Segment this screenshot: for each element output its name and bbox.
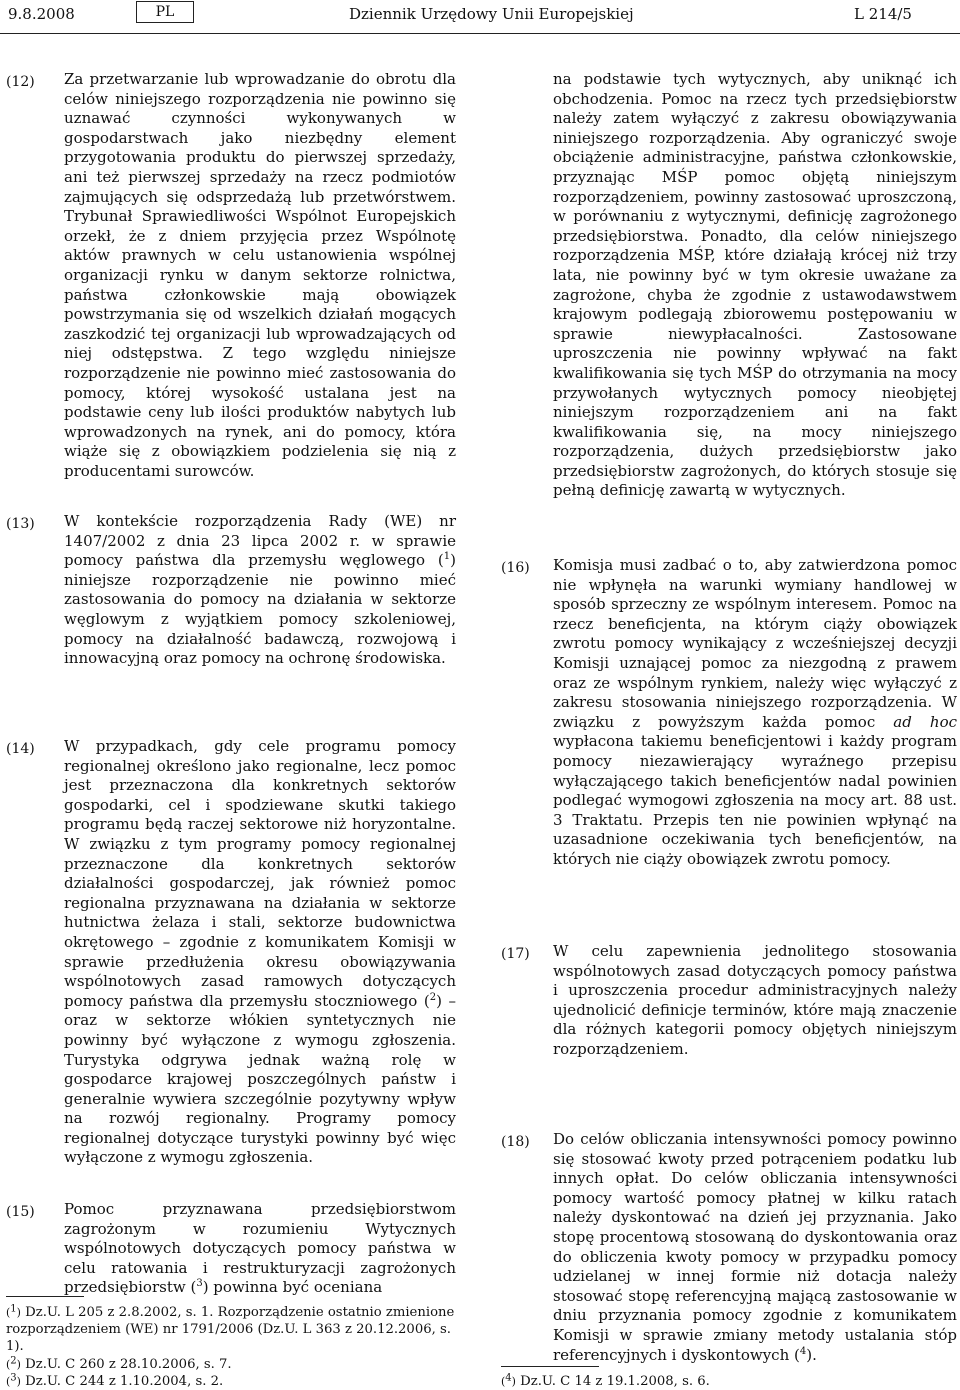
header-date: 9.8.2008 xyxy=(8,5,75,23)
footnote-3: ($^3$) Dz.U. C 244 z 1.10.2004, s. 2. xyxy=(6,1372,224,1389)
footnote-ref-3[interactable]: 3 xyxy=(196,1278,203,1290)
recital-17-number: (17) xyxy=(501,946,530,962)
footnote-ref-4[interactable]: 4 xyxy=(799,1345,807,1357)
recital-14-text: W przypadkach, gdy cele programu pomocy regionalnej określono jako regionalne, lecz pomoc jest przeznaczona dla konkretnych sektorów gospodarki, cel i spodziewane skutki takiego programu będą raczej sektorowe niż horyzontalne. W związku z tym programy pomocy regionalnej przeznaczone dla konkretnych sektorów działalności gospodarczej, jak również pomoc regionalna przyznawana na działania w sektorze hutnictwa żelaza i stali, sektorze budownictwa okrętowego – zgodnie z komunikatem Komisji w sprawie przedłużenia okresu obowiązywania wspólnotowych zasad ramowych dotyczących pomocy państwa dla przemysłu stoczniowego ($^2$) – oraz w sektorze włókien syntetycznych nie powinny być wyłączone z wymogu zgłoszenia. Turystyka odgrywa jednak ważną rolę w gospodarce krajowej poszczególnych państw i generalnie wywiera szczególnie pozytywny wpływ na rozwój regionalny. Programy pomocy regionalnej dotyczące turystyki powinny być więc wyłączone z wymogu zgłoszenia. xyxy=(64,737,456,1167)
header-rule xyxy=(0,33,960,34)
recital-18-text: Do celów obliczania intensywności pomocy powinno się stosować kwoty przed potrąceniem podatku lub innych opłat. Do celów obliczania intensywności pomocy wartość pomocy płatnej w kilku ratach należy dyskontować na dzień jej przyznania. Jako stopę procentową stosowaną do dyskontowania oraz do obliczenia kwoty pomocy w przypadku pomocy udzielanej w innej formie niż dotacja należy stosować stopę referencyjną mającą zastosowanie w dniu przyznania pomocy zgodnie z komunikatem Komisji w sprawie zmiany metody ustalania stóp referencyjnych i dyskontowych ($^4$). xyxy=(553,1130,957,1364)
footnote-1: ($^1$) Dz.U. L 205 z 2.8.2002, s. 1. Rozporządzenie ostatnio zmienione rozporządzeniem (WE) nr 1791/2006 (Dz.U. L 363 z 20.12.2006, s. 1). xyxy=(6,1303,455,1354)
recital-16-number: (16) xyxy=(501,560,530,576)
footnote-rule-right xyxy=(501,1366,599,1367)
recital-15-continuation: na podstawie tych wytycznych, aby uniknąć ich obchodzenia. Pomoc na rzecz tych przedsiębiorstw należy zatem wyłączyć z zakresu obowiązywania niniejszego rozporządzenia. Aby ograniczyć swoje obciążenie administracyjne, państwa członkowskie, przyznając MŚP pomoc objętą niniejszym rozporządzeniem, powinny zastosować uproszczoną, w porównaniu z wytycznymi, definicję zagrożonego przedsiębiorstwa. Ponadto, dla celów niniejszego rozporządzenia MŚP, które działają krócej niż trzy lata, nie powinny być w tym okresie uważane za zagrożone, chyba że zgodnie z ustawodawstwem krajowym podlegają zbiorowemu postępowaniu w sprawie niewypłacalności. Zastosowane uproszczenia nie powinny wpływać na fakt kwalifikowania się tych MŚP do otrzymania na mocy przywołanych wytycznych pomocy nieobjętej niniejszym rozporządzeniem ani na fakt kwalifikowania się, na mocy niniejszego rozporządzenia, dużych przedsiębiorstw jako przedsiębiorstw zagrożonych, do których stosuje się pełną definicję zawartą w wytycznych. xyxy=(553,70,957,500)
footnote-4: ($^4$) Dz.U. C 14 z 19.1.2008, s. 6. xyxy=(501,1372,710,1389)
recital-12-number: (12) xyxy=(6,74,35,90)
recital-18-number: (18) xyxy=(501,1134,530,1150)
footnote-rule-left xyxy=(6,1296,84,1297)
footnote-ref-2[interactable]: 2 xyxy=(429,991,437,1003)
recital-14-number: (14) xyxy=(6,741,35,757)
journal-title: Dziennik Urzędowy Unii Europejskiej xyxy=(349,5,634,23)
page-header xyxy=(0,0,960,36)
recital-15-number: (15) xyxy=(6,1204,35,1220)
page-reference: L 214/5 xyxy=(854,5,912,23)
language-badge: PL xyxy=(136,1,194,23)
recital-15-text: Pomoc przyznawana przedsiębiorstwom zagrożonym w rozumieniu Wytycznych wspólnotowych dotyczących pomocy państwa w celu ratowania i restrukturyzacji zagrożonych przedsiębiorstw ($^3$) powinna być oceniana xyxy=(64,1200,456,1297)
recital-16-text: Komisja musi zadbać o to, aby zatwierdzona pomoc nie wpłynęła na warunki wymiany handlowej w sposób sprzeczny ze wspólnym interesem. Pomoc na rzecz beneficjenta, na którym ciąży obowiązek zwrotu pomocy wynikający z wcześniejszej decyzji Komisji uznającej pomoc za niezgodną z prawem oraz ze wspólnym rynkiem, należy więc wyłączyć z zakresu stosowania niniejszego rozporządzenia. W związku z powyższym każda pomoc ad hoc wypłacona takiemu beneficjentowi i każdy program pomocy niezawierający wyraźnego przepisu wyłączającego takich beneficjentów nadal powinien podlegać wymogowi zgłoszenia na mocy art. 88 ust. 3 Traktatu. Przepis ten nie powinien wpłynąć na uzasadnione oczekiwania tych beneficjentów, na których nie ciąży obowiązek zwrotu pomocy. xyxy=(553,556,958,868)
recital-13-text: W kontekście rozporządzenia Rady (WE) nr 1407/2002 z dnia 23 lipca 2002 r. w sprawie pomocy państwa dla przemysłu węglowego ($^1$) niniejsze rozporządzenie nie powinno mieć zastosowania do pomocy na działania w sektorze węglowym z wyjątkiem pomocy szkoleniowej, pomocy na działalność badawczą, rozwojową i innowacyjną oraz pomocy na ochronę środowiska. xyxy=(64,512,456,668)
recital-17-text: W celu zapewnienia jednolitego stosowania wspólnotowych zasad dotyczących pomocy państwa i uproszczenia procedur administracyjnych należy ujednolicić definicje terminów, które mają znaczenie dla różnych kategorii pomocy objętych niniejszym rozporządzeniem. xyxy=(553,942,957,1058)
footnote-ref-1[interactable]: 1 xyxy=(443,551,451,563)
footnote-2: ($^2$) Dz.U. C 260 z 28.10.2006, s. 7. xyxy=(6,1355,232,1372)
recital-13-number: (13) xyxy=(6,516,35,532)
recital-12-text: Za przetwarzanie lub wprowadzanie do obrotu dla celów niniejszego rozporządzenia nie powinno się uznawać czynności wykonywanych w gospodarstwach jako niezbędny element przygotowania produktu do pierwszej sprzedaży, ani też pierwszej sprzedaży na rzecz podmiotów zajmujących się odsprzedażą lub przetwórstwem. Trybunał Sprawiedliwości Wspólnot Europejskich orzekł, że z dniem przyjęcia przez Wspólnotę aktów prawnych w celu ustanowienia wspólnej organizacji rynku w danym sektorze rolnictwa, państwa członkowskie mają obowiązek powstrzymania się od wszelkich działań mogących zaszkodzić tej organizacji lub wprowadzających od niej odstępstwa. Z tego względu niniejsze rozporządzenie nie powinno mieć zastosowania do pomocy, której wysokość ustalana jest na podstawie ceny lub ilości produktów nabytych lub wprowadzonych na rynek, ani do pomocy, która wiąże się z obowiązkiem podzielenia się nią z producentami surowców. xyxy=(64,70,456,480)
